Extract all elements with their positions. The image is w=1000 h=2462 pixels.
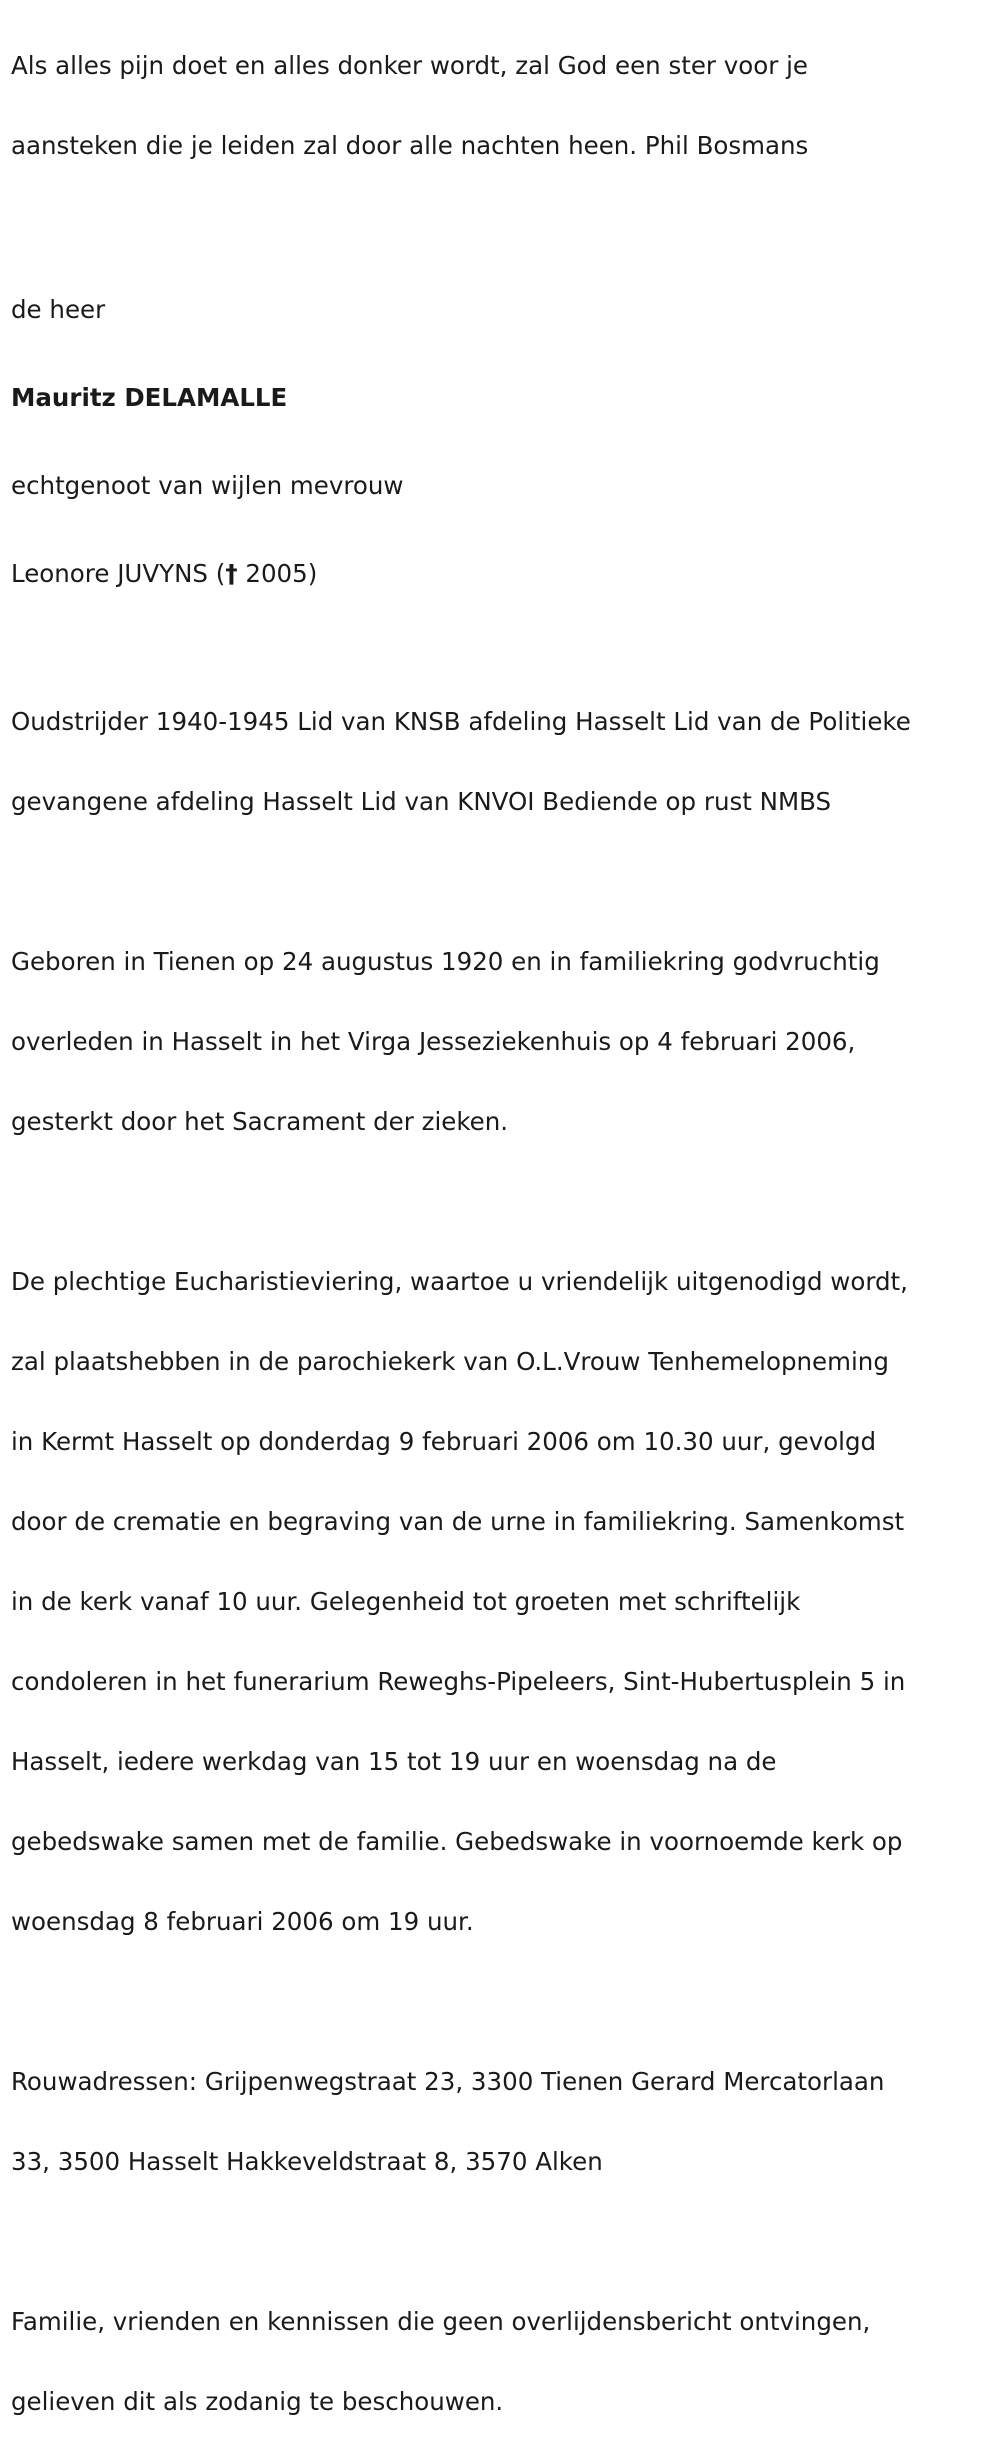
- ceremony-paragraph: [11, 1222, 995, 1982]
- ceremony-line-6: condoleren in het funerarium Reweghs-Pipeleers, Sint-Hubertusplein 5 in: [11, 1667, 906, 1696]
- birth-death-line-2: overleden in Hasselt in het Virga Jesseziekenhuis op 4 februari 2006,: [11, 1027, 856, 1056]
- memberships-paragraph: [11, 662, 995, 862]
- spacer: [11, 2222, 995, 2262]
- addresses-paragraph: [11, 2022, 995, 2222]
- cross-icon: †: [225, 559, 238, 588]
- spacer: [11, 862, 995, 902]
- ceremony-line-9: woensdag 8 februari 2006 om 19 uur.: [11, 1907, 474, 1936]
- quote-line-2: aansteken die je leiden zal door alle nachten heen. Phil Bosmans: [11, 131, 809, 160]
- addresses-line-2: 33, 3500 Hasselt Hakkeveldstraat 8, 3570 Alken: [11, 2147, 603, 2176]
- obituary-notice: [11, 6, 995, 2462]
- ceremony-line-4: door de crematie en begraving van de urne in familiekring. Samenkomst: [11, 1507, 905, 1536]
- birth-death-paragraph: [11, 902, 995, 1182]
- closing-line-2: gelieven dit als zodanig te beschouwen.: [11, 2387, 504, 2416]
- ceremony-line-2: zal plaatshebben in de parochiekerk van O.L.Vrouw Tenhemelopneming: [11, 1347, 889, 1376]
- spouse-name: Leonore JUVYNS (: [11, 559, 226, 588]
- quote-paragraph: [11, 6, 995, 206]
- deceased-relation: echtgenoot van wijlen mevrouw: [11, 471, 404, 500]
- ceremony-line-5: in de kerk vanaf 10 uur. Gelegenheid tot groeten met schriftelijk: [11, 1587, 801, 1616]
- addresses-line-1: Rouwadressen: Grijpenwegstraat 23, 3300 Tienen Gerard Mercatorlaan: [11, 2067, 885, 2096]
- deceased-title: de heer: [11, 295, 106, 324]
- spacer: [11, 1182, 995, 1222]
- spacer: [11, 206, 995, 246]
- ceremony-line-1: De plechtige Eucharistieviering, waartoe u vriendelijk uitgenodigd wordt,: [11, 1267, 908, 1296]
- spouse-death-year: 2005): [237, 559, 318, 588]
- deceased-block: [11, 246, 995, 638]
- birth-death-line-3: gesterkt door het Sacrament der zieken.: [11, 1107, 509, 1136]
- ceremony-line-7: Hasselt, iedere werkdag van 15 tot 19 uur en woensdag na de: [11, 1747, 777, 1776]
- spacer: [11, 638, 995, 662]
- deceased-name: Mauritz DELAMALLE: [11, 383, 288, 412]
- spacer: [11, 1982, 995, 2022]
- memberships-line-1: Oudstrijder 1940-1945 Lid van KNSB afdeling Hasselt Lid van de Politieke: [11, 707, 911, 736]
- spouse-line: [11, 550, 995, 598]
- closing-paragraph: [11, 2262, 995, 2462]
- memberships-line-2: gevangene afdeling Hasselt Lid van KNVOI Bediende op rust NMBS: [11, 787, 832, 816]
- ceremony-line-3: in Kermt Hasselt op donderdag 9 februari 2006 om 10.30 uur, gevolgd: [11, 1427, 877, 1456]
- birth-death-line-1: Geboren in Tienen op 24 augustus 1920 en in familiekring godvruchtig: [11, 947, 880, 976]
- ceremony-line-8: gebedswake samen met de familie. Gebedswake in voornoemde kerk op: [11, 1827, 903, 1856]
- closing-line-1: Familie, vrienden en kennissen die geen overlijdensbericht ontvingen,: [11, 2307, 871, 2336]
- quote-line-1: Als alles pijn doet en alles donker wordt, zal God een ster voor je: [11, 51, 808, 80]
